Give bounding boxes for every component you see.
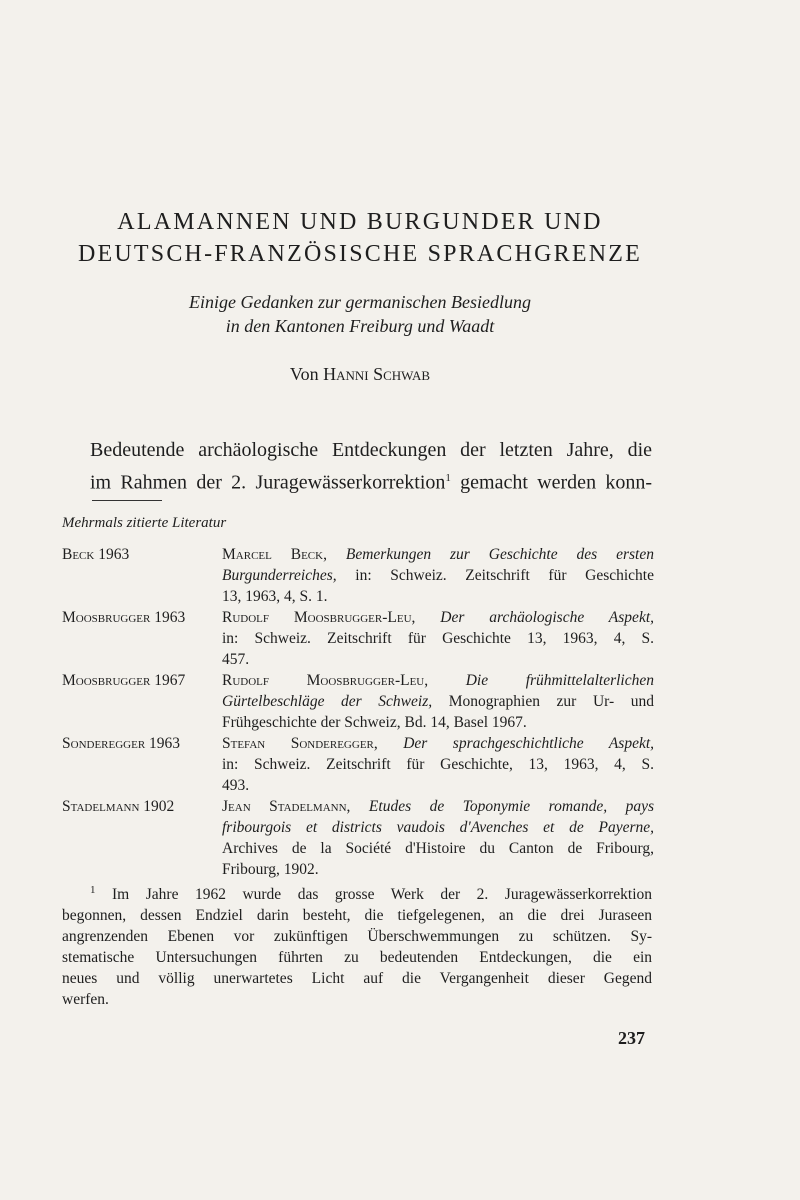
body-line-2	[90, 464, 652, 497]
bib-text	[222, 607, 654, 670]
footnote	[62, 880, 652, 1010]
bib-text	[222, 544, 654, 607]
bib-source: in: Schweiz. Zeitschrift für Geschichte 13, 1963, 4, S.	[222, 630, 654, 647]
footnote-line-1: Im Jahre 1962 wurde das grosse Werk der 2. Juragewässerkorrektion	[112, 886, 653, 904]
footnote-separator	[92, 500, 162, 501]
bib-author: Marcel Beck,	[222, 546, 327, 563]
author-prefix: Von	[289, 364, 319, 384]
bib-title-cont: Gürtelbeschläge der Schweiz,	[222, 693, 433, 710]
bib-title: Der sprachgeschichtliche Aspekt,	[403, 735, 655, 752]
bib-title: Die frühmittelalterlichen	[465, 672, 654, 689]
bib-text	[222, 733, 654, 796]
subtitle-line-1: Einige Gedanken zur germanischen Besiedlung	[189, 292, 531, 312]
footnote-line-3: angrenzenden Ebenen vor zukünftigen Überschwemmungen zu schützen. Sy-	[62, 928, 652, 946]
footnote-line-4: stematische Untersuchungen führten zu bedeutenden Entdeckungen, die ein	[62, 949, 652, 967]
body-line-2-end: gemacht werden konn-	[450, 471, 653, 494]
article-title	[60, 206, 660, 270]
bib-source: in: Schweiz. Zeitschrift für Geschichte	[336, 567, 654, 584]
footnote-reference: 1	[445, 472, 451, 484]
literature-heading: Mehrmals zitierte Literatur	[62, 515, 227, 531]
footnote-line-2: begonnen, dessen Endziel darin besteht, die tiefgelegenen, an die drei Juraseen	[62, 907, 652, 925]
bib-source-cont: 13, 1963, 4, S. 1.	[222, 588, 328, 605]
subtitle-line-2: in den Kantonen Freiburg und Waadt	[225, 316, 495, 336]
bib-source: in: Schweiz. Zeitschrift für Geschichte, 13, 1963, 4, S.	[222, 756, 654, 773]
footnote-mark: 1	[90, 884, 96, 896]
bib-author: Rudolf Moosbrugger-Leu,	[222, 672, 429, 689]
bib-key: Beck 1963	[62, 546, 130, 563]
bib-text	[222, 670, 654, 733]
bib-title: Bemerkungen zur Geschichte des ersten	[345, 546, 654, 563]
bib-source-cont: Frühgeschichte der Schweiz, Bd. 14, Basel 1967.	[222, 714, 527, 731]
bib-entry-moosbrugger-1963	[62, 607, 654, 670]
bib-author: Rudolf Moosbrugger-Leu,	[222, 609, 416, 626]
bib-entry-moosbrugger-1967	[62, 670, 654, 733]
author-name: Hanni Schwab	[323, 364, 431, 384]
bib-key: Moosbrugger 1967	[62, 672, 186, 689]
article-subtitle	[90, 290, 630, 338]
body-line-1: Bedeutende archäologische Entdeckungen der letzten Jahre, die	[90, 439, 652, 461]
title-line-2: DEUTSCH-FRANZÖSISCHE SPRACHGRENZE	[78, 241, 642, 267]
bib-title: Der archäologische Aspekt,	[440, 609, 654, 626]
bib-text	[222, 796, 654, 880]
footnote-line-5: neues und völlig unerwartetes Licht auf die Vergangenheit dieser Gegend	[62, 970, 652, 988]
body-line-2-start: im Rahmen der 2. Juragewässerkorrektion	[90, 471, 446, 494]
bib-entry-stadelmann	[62, 796, 654, 880]
bib-source: Archives de la Société d'Histoire du Canton de Fribourg,	[222, 840, 654, 857]
bib-author: Jean Stadelmann,	[222, 798, 351, 815]
bib-entry-sonderegger	[62, 733, 654, 796]
bib-source: Monographien zur Ur- und	[432, 693, 654, 710]
bib-author: Stefan Sonderegger,	[222, 735, 378, 752]
bib-key: Sonderegger 1963	[62, 735, 181, 752]
bib-key: Moosbrugger 1963	[62, 609, 186, 626]
bib-title: Etudes de Toponymie romande, pays	[368, 798, 655, 815]
footnote-line-6: werfen.	[62, 991, 109, 1009]
bib-entry-beck	[62, 544, 654, 607]
page-number: 237	[618, 1028, 645, 1048]
bib-source-cont: Fribourg, 1902.	[222, 861, 319, 878]
bib-title-cont: Burgunderreiches,	[222, 567, 337, 584]
author-line	[60, 364, 660, 385]
bib-title-cont: fribourgois et districts vaudois d'Avenches et de Payerne,	[222, 819, 654, 836]
title-line-1: ALAMANNEN UND BURGUNDER UND	[117, 209, 603, 235]
body-paragraph	[90, 436, 652, 497]
bibliography-list	[62, 544, 654, 880]
bib-source-cont: 493.	[222, 777, 250, 794]
bib-source-cont: 457.	[222, 651, 250, 668]
bib-key: Stadelmann 1902	[62, 798, 175, 815]
